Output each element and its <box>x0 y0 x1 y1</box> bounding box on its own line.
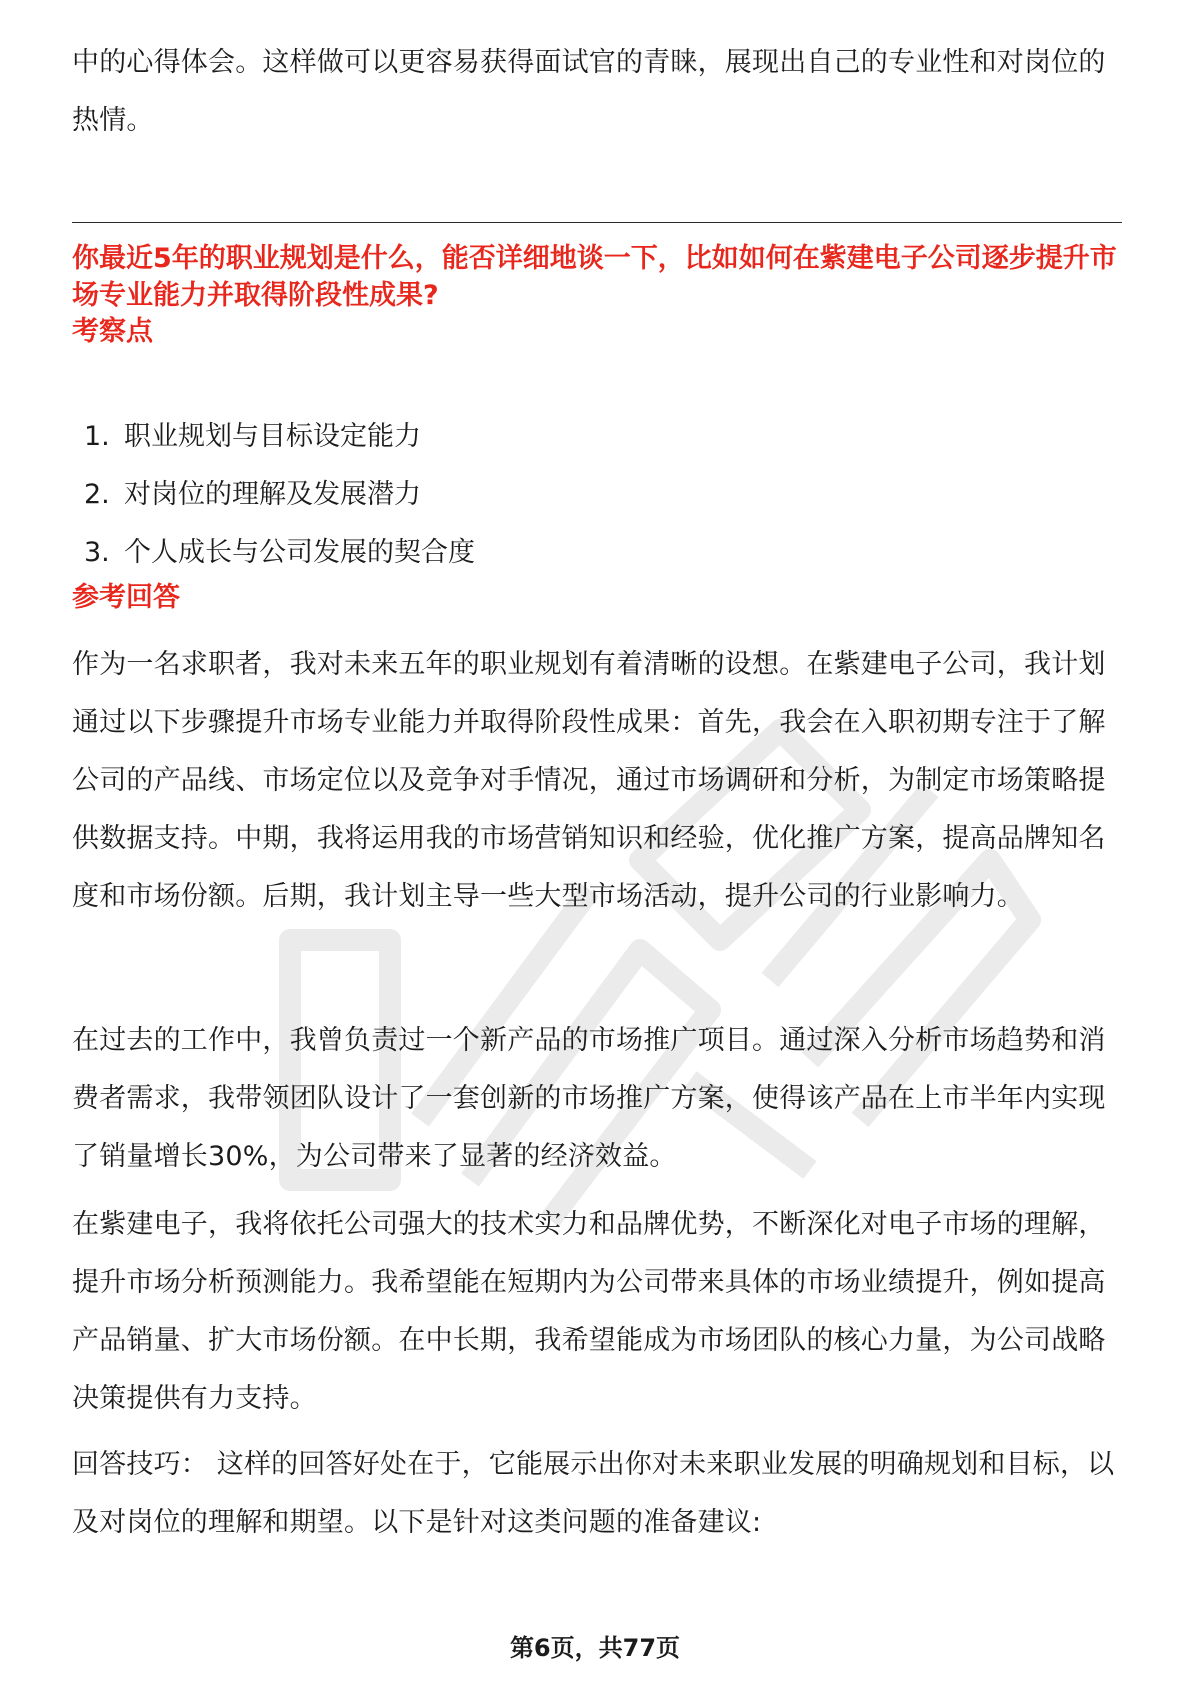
list-item <box>84 524 475 582</box>
answer-tips-paragraph: 回答技巧： 这样的回答好处在于，它能展示出你对未来职业发展的明确规划和目标，以及对岗位的理解和期望。以下是针对这类问题的准备建议: <box>72 1449 1115 1538</box>
list-item <box>84 466 475 524</box>
list-item-text: 职业规划与目标设定能力 <box>124 421 421 452</box>
section-divider <box>72 222 1122 223</box>
list-item-text: 个人成长与公司发展的契合度 <box>124 537 475 568</box>
reference-answer-heading: 参考回答 <box>72 582 180 613</box>
list-item-number: 2. <box>84 479 110 510</box>
interview-question: 你最近5年的职业规划是什么，能否详细地谈一下，比如如何在紫建电子公司逐步提升市场专业能力并取得阶段性成果? <box>72 243 1117 311</box>
exam-points-heading: 考察点 <box>72 316 153 347</box>
answer-paragraph: 在过去的工作中，我曾负责过一个新产品的市场推广项目。通过深入分析市场趋势和消费者需求，我带领团队设计了一套创新的市场推广方案，使得该产品在上市半年内实现了销量增长30%，为公司带来了显著的经济效益。 <box>72 1025 1106 1172</box>
list-item-number: 3. <box>84 537 110 568</box>
answer-paragraph: 作为一名求职者，我对未来五年的职业规划有着清晰的设想。在紫建电子公司，我计划通过以下步骤提升市场专业能力并取得阶段性成果：首先，我会在入职初期专注于了解公司的产品线、市场定位以及竞争对手情况，通过市场调研和分析，为制定市场策略提供数据支持。中期，我将运用我的市场营销知识和经验，优化推广方案，提高品牌知名度和市场份额。后期，我计划主导一些大型市场活动，提升公司的行业影响力。 <box>72 649 1106 912</box>
list-item-number: 1. <box>84 421 110 452</box>
exam-points-list <box>84 408 475 582</box>
list-item-text: 对岗位的理解及发展潜力 <box>124 479 421 510</box>
list-item <box>84 408 475 466</box>
intro-paragraph: 中的心得体会。这样做可以更容易获得面试官的青睐，展现出自己的专业性和对岗位的热情。 <box>72 47 1106 136</box>
answer-paragraph: 在紫建电子，我将依托公司强大的技术实力和品牌优势，不断深化对电子市场的理解，提升市场分析预测能力。我希望能在短期内为公司带来具体的市场业绩提升，例如提高产品销量、扩大市场份额。在中长期，我希望能成为市场团队的核心力量，为公司战略决策提供有力支持。 <box>72 1209 1106 1414</box>
page-footer: 第6页，共77页 <box>509 1634 681 1662</box>
